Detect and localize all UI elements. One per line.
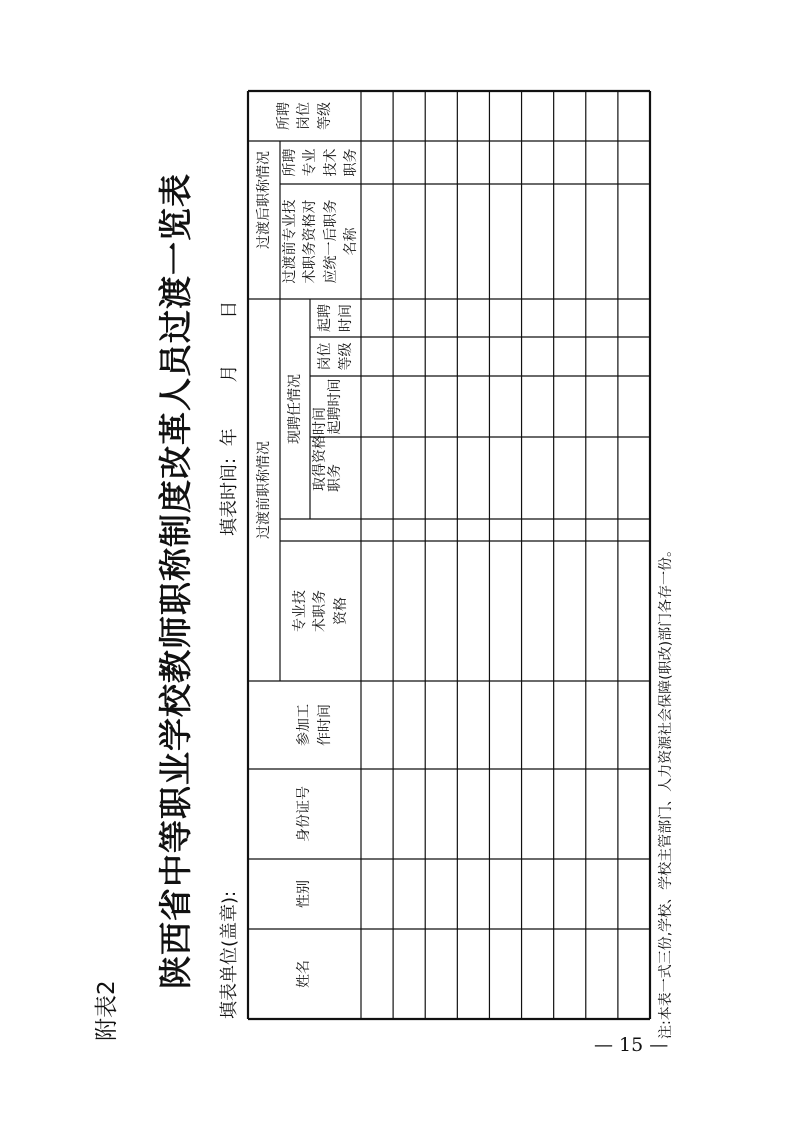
header-gender: 性别 — [296, 880, 313, 908]
header-after-group: 过渡后职称情况 — [255, 151, 272, 249]
header-unified-title: 过渡前专业技 术职务资格对 应统一后职务 名称 — [281, 199, 359, 284]
header-post-level: 岗位 等级 — [317, 342, 354, 371]
appendix-label: 附表2 — [94, 980, 120, 1041]
header-start-date: 起聘 时间 — [317, 304, 354, 332]
page-title: 陕西省中等职业学校教师职称制度改革人员过渡一览表 — [156, 173, 195, 989]
footnote: 注:本表一式三份,学校、学校主管部门、人力资源社会保障(职改)部门各存一份。 — [658, 542, 674, 1039]
date-month: 月 — [219, 364, 240, 383]
header-qualification-date: 取得资格时间 — [312, 407, 329, 491]
header-qualification: 专业技 术职务 资格 — [292, 590, 349, 632]
date-year: 年 — [219, 428, 240, 447]
page-number: — 15 — — [594, 1034, 669, 1056]
header-position: 职务 — [327, 464, 344, 492]
header-current-group: 现聘任情况 — [286, 374, 303, 444]
header-spacer — [310, 519, 361, 541]
date-day: 日 — [219, 300, 240, 319]
header-hired-position: 所聘 专业 技术 职务 — [281, 148, 359, 177]
header-appointment-date: 起聘时间 — [327, 378, 344, 435]
header-id-number: 身份证号 — [296, 786, 313, 842]
fill-date-label: 填表时间: — [219, 457, 240, 536]
fill-unit-label: 填表单位(盖章): — [219, 890, 240, 1019]
header-name: 姓名 — [296, 960, 313, 988]
header-hired-post-level: 所聘 岗位 等级 — [276, 102, 333, 130]
header-before-group: 过渡前职称情况 — [255, 441, 272, 539]
header-work-start: 参加工 作时间 — [296, 704, 333, 746]
